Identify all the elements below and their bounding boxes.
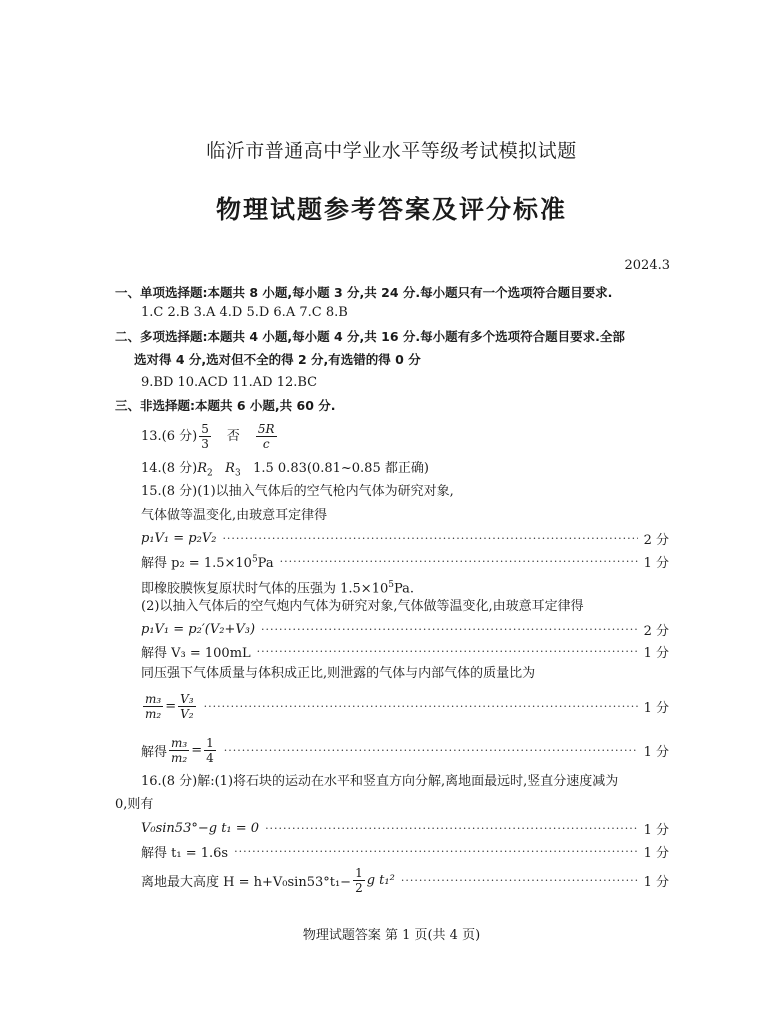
q15-eq4: 解得 V₃ = 100mL [141, 646, 251, 661]
q14-r3: R [225, 461, 235, 476]
q13-word: 否 [226, 428, 240, 444]
q15-eq4-score: 1 分 [643, 646, 669, 661]
q14-r2-sub: 2 [207, 468, 213, 479]
page-footer: 物理试题答案 第 1 页(共 4 页) [302, 928, 481, 943]
q15-line5: 同压强下气体质量与体积成正比,则泄露的气体与内部气体的质量比为 [141, 666, 536, 681]
q15-eq2-score: 1 分 [643, 556, 669, 571]
q13-frac1-den: 3 [201, 437, 209, 451]
q16-eq1-score: 1 分 [643, 823, 669, 838]
q15-eq6-num-r: 1 [206, 736, 214, 750]
q15-eq1-score: 2 分 [643, 533, 669, 548]
q15-eq5-num-l: m₃ [145, 692, 162, 706]
q15-eq6-num-l: m₃ [171, 736, 188, 750]
leader-dots [224, 744, 638, 757]
q15-eq5-row [141, 692, 669, 721]
q15-eq5-score: 1 分 [643, 701, 669, 716]
q16-eq3-num: 1 [355, 866, 363, 880]
q15-line4: (2)以抽入气体后的空气炮内气体为研究对象,气体做等温变化,由玻意耳定律得 [141, 599, 584, 614]
q15-eq5 [141, 692, 198, 721]
section2-heading-line1: 二、多项选择题:本题共 4 小题,每小题 4 分,共 16 分.每小题有多个选项符合题目要求.全部 [115, 329, 625, 344]
q13-frac2-num: 5R [257, 422, 275, 436]
section1-heading: 一、单项选择题:本题共 8 小题,每小题 3 分,共 24 分.每小题只有一个选项符合题目要求. [115, 285, 613, 300]
q13-fraction-2 [256, 422, 277, 451]
q16-eq3-prefix: 离地最大高度 H = h+V₀sin53°t₁− [141, 875, 352, 890]
q15-eq6-row [141, 736, 669, 765]
q15-eq6 [141, 736, 218, 765]
q15-line3 [141, 576, 414, 598]
section2-heading-line2: 选对得 4 分,选对但不全的得 2 分,有选错的得 0 分 [134, 352, 421, 367]
leader-dots [234, 845, 638, 858]
q16-eq2: 解得 t₁ = 1.6s [141, 846, 229, 861]
leader-dots [261, 623, 638, 636]
q16-eq3-suffix: g t₁² [366, 873, 395, 888]
q15-eq6-left [169, 736, 189, 765]
q15-eq1: p₁V₁ = p₂V₂ [141, 531, 217, 546]
q15-eq3-score: 2 分 [643, 624, 669, 639]
q13-frac1-num: 5 [201, 422, 209, 436]
q15-line3-suffix: Pa. [393, 581, 415, 597]
q15-eq3-row [141, 620, 669, 639]
q15-eq6-den-r: 4 [206, 751, 214, 765]
q14-answer [141, 460, 429, 483]
section2-answers: 9.BD 10.ACD 11.AD 12.BC [141, 375, 318, 390]
q15-line3-exp: 5 [388, 580, 394, 590]
q15-eq2-exp: 5 [251, 554, 258, 565]
q15-eq2-prefix: 解得 p₂ = 1.5×10 [141, 556, 252, 571]
equals-sign: = [191, 743, 203, 758]
q14-r2: R [197, 461, 208, 476]
q16-eq3-row [141, 866, 669, 895]
section3-heading: 三、非选择题:本题共 6 小题,共 60 分. [115, 398, 336, 413]
page-title: 物理试题参考答案及评分标准 [215, 195, 567, 224]
leader-dots [222, 532, 637, 545]
q15-eq5-den-r: V₂ [180, 707, 194, 721]
q15-eq3: p₁V₁ = p₂′(V₂+V₃) [141, 622, 256, 637]
q14-tail: 1.5 0.83(0.81~0.85 都正确) [253, 461, 429, 476]
q16-line2: 0,则有 [115, 797, 154, 812]
q15-line1: 15.(8 分)(1)以抽入气体后的空气枪内气体为研究对象, [141, 484, 454, 499]
q16-line1: 16.(8 分)解:(1)将石块的运动在水平和竖直方向分解,离地面最远时,竖直分速度减为 [141, 774, 619, 789]
q15-eq5-left [143, 692, 163, 721]
q16-eq3-score: 1 分 [643, 875, 669, 890]
q15-line2: 气体做等温变化,由玻意耳定律得 [141, 508, 328, 523]
exam-subtitle: 临沂市普通高中学业水平等级考试模拟试题 [206, 140, 577, 162]
q15-line3-prefix: 即橡胶膜恢复原状时气体的压强为 1.5×10 [141, 581, 389, 597]
leader-dots [280, 555, 638, 568]
q15-eq4-row [141, 642, 669, 661]
q15-eq2-row [141, 552, 669, 571]
q16-eq3-den: 2 [355, 881, 363, 895]
q15-eq5-den-l: m₂ [145, 707, 162, 721]
q16-eq1-row [141, 819, 669, 838]
q13-fraction-1 [199, 422, 211, 451]
q15-eq1-row [141, 529, 669, 548]
q14-label: 14.(8 分) [141, 461, 198, 476]
equals-sign: = [165, 699, 177, 714]
q15-eq5-num-r: V₃ [180, 692, 194, 706]
q15-eq2-unit: Pa [257, 556, 274, 571]
q15-eq6-right [204, 736, 216, 765]
q15-eq6-den-l: m₂ [171, 751, 188, 765]
q16-eq3 [141, 866, 395, 895]
section1-answers: 1.C 2.B 3.A 4.D 5.D 6.A 7.C 8.B [141, 305, 348, 320]
q16-eq3-half [353, 866, 365, 895]
q15-eq6-prefix: 解得 [141, 745, 168, 760]
q15-eq2 [141, 552, 274, 571]
leader-dots [401, 874, 638, 887]
leader-dots [204, 700, 638, 713]
q15-eq5-right [178, 692, 195, 721]
exam-date: 2024.3 [624, 258, 670, 273]
leader-dots [265, 822, 638, 835]
q14-r3-sub: 3 [234, 468, 241, 479]
q16-eq1: V₀sin53°−g t₁ = 0 [141, 821, 260, 836]
q13-frac2-den: c [262, 437, 270, 451]
q13-answer [141, 422, 279, 451]
q16-eq2-row [141, 842, 669, 861]
q13-label: 13.(6 分) [141, 428, 198, 444]
q16-eq2-score: 1 分 [643, 846, 669, 861]
q15-eq6-score: 1 分 [643, 745, 669, 760]
leader-dots [257, 645, 638, 658]
